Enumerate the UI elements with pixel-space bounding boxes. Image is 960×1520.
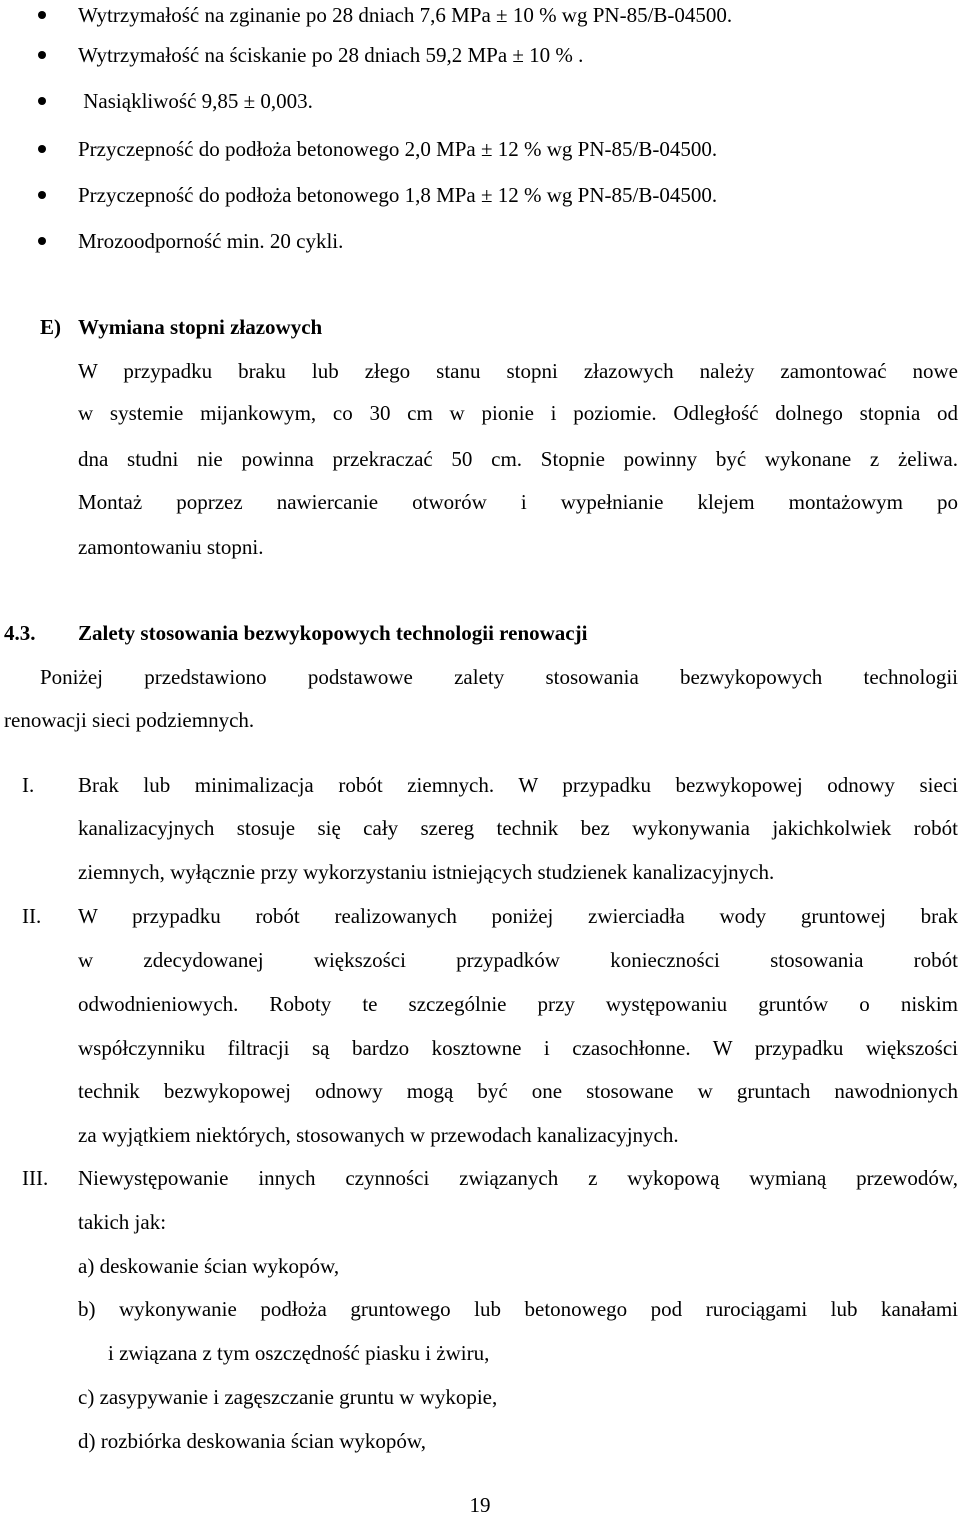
list-item	[0, 134, 940, 164]
item-numeral: I.	[22, 773, 35, 797]
section-heading: Zalety stosowania bezwykopowych technologii renowacji	[78, 621, 588, 645]
item-numeral: II.	[22, 904, 42, 928]
list-item	[0, 180, 940, 210]
section-e-line: dna studni nie powinna przekraczać 50 cm. Stopnie powinny być wykonane z żeliwa.	[78, 447, 958, 471]
bullet-text: Wytrzymałość na ściskanie po 28 dniach 59,2 MPa ± 10 % .	[78, 43, 584, 67]
item-line: odwodnieniowych. Roboty te szczególnie przy występowaniu gruntów o niskim	[78, 992, 958, 1016]
sub-item: d) rozbiórka deskowania ścian wykopów,	[78, 1429, 426, 1453]
section-e-line: zamontowaniu stopni.	[78, 535, 264, 559]
bullet-icon	[38, 51, 46, 59]
bullet-icon	[38, 191, 46, 199]
item-numeral: III.	[22, 1166, 49, 1190]
item-line: współczynniku filtracji są bardzo kosztowne i czasochłonne. W przypadku większości	[78, 1036, 958, 1060]
item-line: technik bezwykopowej odnowy mogą być one stosowane w gruntach nawodnionych	[78, 1079, 958, 1103]
bullet-text: Mrozoodporność min. 20 cykli.	[78, 229, 344, 253]
list-item	[0, 40, 940, 70]
sub-item: c) zasypywanie i zagęszczanie gruntu w wykopie,	[78, 1385, 498, 1409]
list-item	[0, 0, 940, 30]
item-line: w zdecydowanej większości przypadków konieczności stosowania robót	[78, 948, 958, 972]
item-line: takich jak:	[78, 1210, 167, 1234]
section-e-line: W przypadku braku lub złego stanu stopni złazowych należy zamontować nowe	[78, 359, 958, 383]
sub-item: b) wykonywanie podłoża gruntowego lub betonowego pod rurociągami lub kanałami	[78, 1297, 958, 1321]
item-line: W przypadku robót realizowanych poniżej zwierciadła wody gruntowej brak	[78, 904, 958, 928]
list-item	[0, 86, 940, 116]
section-e-heading: Wymiana stopni złazowych	[78, 315, 323, 339]
section-e-line: w systemie mijankowym, co 30 cm w pionie i poziomie. Odległość dolnego stopnia od	[78, 401, 958, 425]
bullet-icon	[38, 237, 46, 245]
bullet-text: Nasiąkliwość 9,85 ± 0,003.	[78, 89, 313, 113]
item-line: ziemnych, wyłącznie przy wykorzystaniu istniejących studzienek kanalizacyjnych.	[78, 860, 775, 884]
item-line: za wyjątkiem niektórych, stosowanych w przewodach kanalizacyjnych.	[78, 1123, 679, 1147]
bullet-text: Przyczepność do podłoża betonowego 1,8 MPa ± 12 % wg PN-85/B-04500.	[78, 183, 718, 207]
intro-line: renowacji sieci podziemnych.	[4, 708, 255, 732]
bullet-icon	[38, 145, 46, 153]
section-number: 4.3.	[4, 621, 36, 645]
list-item	[0, 226, 940, 256]
item-line: Niewystępowanie innych czynności związanych z wykopową wymianą przewodów,	[78, 1166, 958, 1190]
page-number: 19	[469, 1493, 491, 1517]
sub-item: a) deskowanie ścian wykopów,	[78, 1254, 340, 1278]
bullet-icon	[38, 97, 46, 105]
bullet-icon	[38, 11, 46, 19]
intro-line: Poniżej przedstawiono podstawowe zalety stosowania bezwykopowych technologii	[40, 665, 958, 689]
item-line: kanalizacyjnych stosuje się cały szereg technik bez wykonywania jakichkolwiek robót	[78, 816, 958, 840]
item-line: Brak lub minimalizacja robót ziemnych. W przypadku bezwykopowej odnowy sieci	[78, 773, 958, 797]
section-e-marker: E)	[40, 315, 61, 339]
section-e-line: Montaż poprzez nawiercanie otworów i wypełnianie klejem montażowym po	[78, 490, 958, 514]
bullet-text: Wytrzymałość na zginanie po 28 dniach 7,6 MPa ± 10 % wg PN-85/B-04500.	[78, 3, 733, 27]
bullet-text: Przyczepność do podłoża betonowego 2,0 MPa ± 12 % wg PN-85/B-04500.	[78, 137, 718, 161]
sub-item: i związana z tym oszczędność piasku i żwiru,	[108, 1341, 490, 1365]
